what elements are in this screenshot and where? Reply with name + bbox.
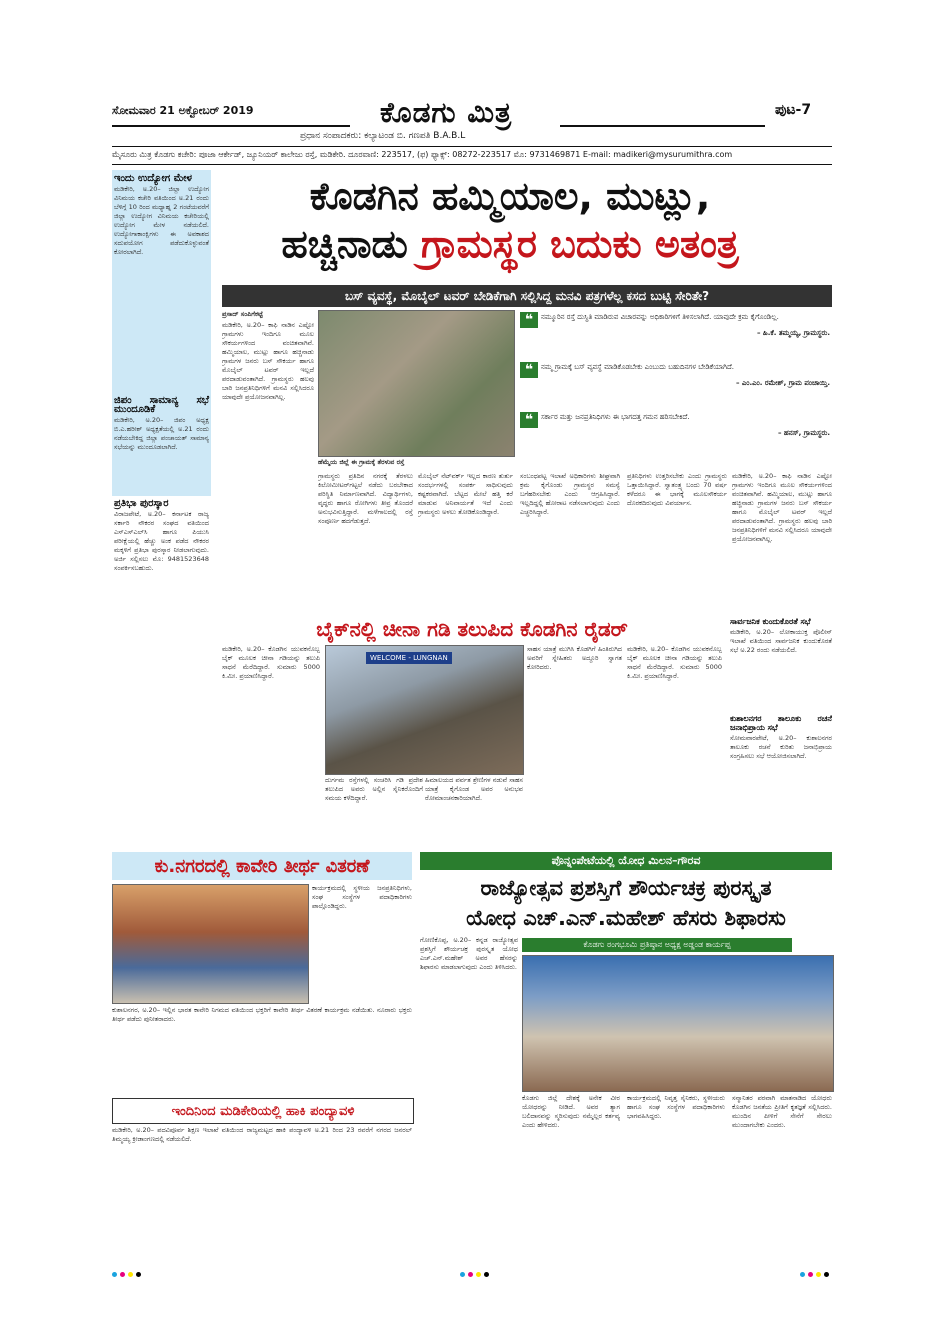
army-headline-2: ಯೋಧ ಎಚ್.ಎನ್.ಮಹೇಶ್ ಹೆಸರು ಶಿಫಾರಸು bbox=[466, 906, 786, 930]
award-body: ವಿರಾಜಪೇಟೆ, ಅ.20– ಕರ್ನಾಟಕ ರಾಜ್ಯ ಸರ್ಕಾರಿ ನೌಕರರ ಸಂಘದ ವತಿಯಿಂದ ಎಸ್ಎಸ್ಎಲ್‌ಸಿ ಹಾಗೂ ಪಿಯುಸಿ ಪರೀಕ್ಷೆಯಲ್ಲಿ ಹೆಚ್ಚು ಅಂಕ ಪಡೆದ ನೌಕರರ ಮಕ್ಕಳಿಗೆ ಪ್ರತಿಭಾ ಪುರಸ್ಕಾರ ನೀಡಲಾಗುವುದು. ಅರ್ಜಿ ಸಲ್ಲಿಸಲು ಮೊ: 9481523648 ಸಂಪರ್ಕಿಸಬಹುದು. bbox=[114, 510, 209, 572]
lead-byline: ಪ್ರಸಾದ್ ಸಂಪಿಗೆಕಟ್ಟೆ bbox=[222, 310, 263, 318]
quote-2-by: – ಎಂ.ಎಂ. ರಮೇಶ್, ಗ್ರಾಮ ಪಂಚಾಯ್ತಿ. bbox=[735, 379, 830, 387]
brief-2 bbox=[730, 712, 832, 824]
brief-2-body: ಸೋಮವಾರಪೇಟೆ, ಅ.20– ಕುಶಾಲನಗರ ತಾಲೂಕು ರಚನೆ ಕುರಿತು ಜನಾಭಿಪ್ರಾಯ ಸಂಗ್ರಹಿಸಲು ಸಭೆ ಆಯೋಜಿಸಲಾಗಿದೆ. bbox=[730, 734, 832, 760]
meeting-title: ಜಿಪಂ ಸಾಮಾನ್ಯ ಸಭೆ ಮುಂದೂಡಿಕೆ bbox=[114, 395, 209, 415]
lead-headline bbox=[185, 172, 835, 268]
infobar-rule bbox=[112, 164, 832, 165]
rider-photo bbox=[325, 645, 524, 775]
lead-headline-line2 bbox=[185, 220, 835, 268]
rider-photo-sign: WELCOME - LUNGNAN bbox=[366, 652, 452, 664]
hockey-body: ಮಡಿಕೇರಿ, ಅ.20– ಪದವಿಪೂರ್ವ ಶಿಕ್ಷಣ ಇಲಾಖೆ ವತಿಯಿಂದ ರಾಜ್ಯಮಟ್ಟದ ಹಾಕಿ ಪಂದ್ಯಾವಳಿ ಅ.21 ರಿಂದ 23 ರವರೆಗೆ ನಗರದ ಜನರಲ್ ತಿಮ್ಮಯ್ಯ ಕ್ರೀಡಾಂಗಣದಲ್ಲಿ ನಡೆಯಲಿದೆ. bbox=[112, 1126, 412, 1143]
award-title: ಪ್ರತಿಭಾ ಪುರಸ್ಕಾರ bbox=[114, 498, 169, 509]
rider-headline: ಬೈಕ್‌ನಲ್ಲಿ ಚೀನಾ ಗಡಿ ತಲುಪಿದ ಕೊಡಗಿನ ರೈಡರ್ bbox=[222, 615, 722, 643]
lead-subhead: ಬಸ್ ವ್ಯವಸ್ಥೆ, ಮೊಬೈಲ್ ಟವರ್ ಬೇಡಿಕೆಗಾಗಿ ಸಲ್ಲಿಸಿದ್ದ ಮನವಿ ಪತ್ರಗಳೆಲ್ಲ ಕಸದ ಬುಟ್ಟಿ ಸೇರಿತೇ? bbox=[222, 285, 832, 307]
brief-1-title: ಸಾರ್ವಜನಿಕ ಕುಂದುಕೊರತೆ ಸಭೆ bbox=[730, 617, 811, 626]
registration-marks-center bbox=[460, 1262, 492, 1281]
lead-col-b: ಮೊಬೈಲ್ ನೆಟ್‌ವರ್ಕ್ ಇಲ್ಲದ ಕಾರಣ ತುರ್ತು ಸಂದರ್ಭಗಳಲ್ಲಿ ಸಂಪರ್ಕ ಸಾಧಿಸುವುದು ಕಷ್ಟಕರವಾಗಿದೆ. ಬೆಟ್ಟದ ಮೇಲೆ ಹತ್ತಿ ಕರೆ ಮಾಡುವ ಅನಿವಾರ್ಯತೆ ಇದೆ ಎಂದು ಗ್ರಾಮಸ್ಥರು ಅಳಲು ತೋಡಿಕೊಂಡಿದ್ದಾರೆ. bbox=[418, 472, 513, 516]
army-headline-1: ರಾಜ್ಯೋತ್ಸವ ಪ್ರಶಸ್ತಿಗೆ ಶೌರ್ಯಚಕ್ರ ಪುರಸ್ಕೃತ bbox=[480, 876, 772, 900]
lead-body: ಮಡಿಕೇರಿ, ಅ.20– ಕಾಫಿ ನಾಡಿನ ಎಷ್ಟೋ ಗ್ರಾಮಗಳು ಇಂದಿಗೂ ಮೂಲ ಸೌಕರ್ಯಗಳಿಂದ ವಂಚಿತವಾಗಿವೆ. ಹಮ್ಮಿಯಾಲ, ಮುಟ್ಲು ಹಾಗೂ ಹಚ್ಚಿನಾಡು ಗ್ರಾಮಗಳ ಜನರು ಬಸ್ ಸೌಕರ್ಯ ಹಾಗೂ ಮೊಬೈಲ್ ಟವರ್ ಇಲ್ಲದೆ ಪರದಾಡುವಂತಾಗಿದೆ. ಗ್ರಾಮಸ್ಥರು ಹಲವು ಬಾರಿ ಜನಪ್ರತಿನಿಧಿಗಳಿಗೆ ಮನವಿ ಸಲ್ಲಿಸಿದರೂ ಯಾವುದೇ ಪ್ರಯೋಜನವಾಗಿಲ್ಲ. bbox=[222, 321, 314, 401]
quote-1-text: ನಮ್ಮೂರಿನ ರಸ್ತೆ ದುಸ್ಥಿತಿ ಮಾಡಿರುವ ವಿಚಾರವನ್ನು ಅಧಿಕಾರಿಗಳಿಗೆ ತಿಳಿಸಲಾಗಿದೆ. ಯಾವುದೇ ಕ್ರಮ ಕೈಗೊಂಡಿಲ್ಲ. bbox=[541, 313, 779, 321]
rider-body-4: ಸಾಹಸ ಯಾತ್ರೆ ಮುಗಿಸಿ ಕೊಡಗಿಗೆ ಹಿಂತಿರುಗಿದ ಅವರಿಗೆ ಸ್ನೇಹಿತರು ಅದ್ದೂರಿ ಸ್ವಾಗತ ಕೋರಿದರು. bbox=[527, 645, 622, 671]
road-photo-caption: ಹೆಮ್ಮೆಯ ಜಿಲ್ಲೆ ಈ ಗ್ರಾಮಕ್ಕೆ ತೆರಳುವ ರಸ್ತೆ bbox=[318, 458, 405, 466]
lead-col-e: ಮಡಿಕೇರಿ, ಅ.20– ಕಾಫಿ ನಾಡಿನ ಎಷ್ಟೋ ಗ್ರಾಮಗಳು ಇಂದಿಗೂ ಮೂಲ ಸೌಕರ್ಯಗಳಿಂದ ವಂಚಿತವಾಗಿವೆ. ಹಮ್ಮಿಯಾಲ, ಮುಟ್ಲು ಹಾಗೂ ಹಚ್ಚಿನಾಡು ಗ್ರಾಮಗಳ ಜನರು ಬಸ್ ಸೌಕರ್ಯ ಹಾಗೂ ಮೊಬೈಲ್ ಟವರ್ ಇಲ್ಲದೆ ಪರದಾಡುವಂತಾಗಿದೆ. ಗ್ರಾಮಸ್ಥರು ಹಲವು ಬಾರಿ ಜನಪ್ರತಿನಿಧಿಗಳಿಗೆ ಮನವಿ ಸಲ್ಲಿಸಿದರೂ ಯಾವುದೇ ಪ್ರಯೋಜನವಾಗಿಲ್ಲ. bbox=[732, 472, 832, 543]
masthead-rule-bottom bbox=[112, 146, 832, 147]
quote-1 bbox=[520, 312, 830, 357]
army-body-3: ಕಾರ್ಯಕ್ರಮದಲ್ಲಿ ನಿವೃತ್ತ ಸೈನಿಕರು, ಸ್ಥಳೀಯರು ಹಾಗೂ ಸಂಘ ಸಂಸ್ಥೆಗಳ ಪದಾಧಿಕಾರಿಗಳು ಭಾಗವಹಿಸಿದ್ದರು. bbox=[627, 1094, 725, 1120]
cauvery-headline: ಕು.ನಗರದಲ್ಲಿ ಕಾವೇರಿ ತೀರ್ಥ ವಿತರಣೆ bbox=[112, 852, 412, 880]
quote-2-text: ನಮ್ಮ ಗ್ರಾಮಕ್ಕೆ ಬಸ್ ವ್ಯವಸ್ಥೆ ಮಾಡಿಕೊಡಬೇಕು ಎಂಬುದು ಬಹುದಿನಗಳ ಬೇಡಿಕೆಯಾಗಿದೆ. bbox=[541, 363, 734, 371]
quote-3-by: – ಹನಸ್, ಗ್ರಾಮಸ್ಥರು. bbox=[778, 429, 830, 437]
meeting-body: ಮಡಿಕೇರಿ, ಅ.20– ಜಿಪಂ ಅಧ್ಯಕ್ಷ ಬಿ.ಎ.ಹರೀಶ್ ಅಧ್ಯಕ್ಷತೆಯಲ್ಲಿ ಅ.21 ರಂದು ನಡೆಯಬೇಕಿದ್ದ ಜಿಲ್ಲಾ ಪಂಚಾಯತ್ ಸಾಮಾನ್ಯ ಸಭೆಯನ್ನು ಮುಂದೂಡಲಾಗಿದೆ. bbox=[114, 416, 209, 451]
road-photo bbox=[318, 310, 515, 457]
quote-mark-icon: ❝ bbox=[520, 412, 538, 428]
masthead-rule-left bbox=[112, 125, 350, 127]
lead-col-c: ಸಂಬಂಧಪಟ್ಟ ಇಲಾಖೆ ಅಧಿಕಾರಿಗಳು ಶೀಘ್ರವಾಗಿ ಕ್ರಮ ಕೈಗೊಂಡು ಗ್ರಾಮಸ್ಥರ ಸಮಸ್ಯೆ ಬಗೆಹರಿಸಬೇಕು ಎಂದು ಆಗ್ರಹಿಸಿದ್ದಾರೆ. ಇಲ್ಲದಿದ್ದಲ್ಲಿ ಹೋರಾಟ ನಡೆಸಲಾಗುವುದು ಎಂದು ಎಚ್ಚರಿಸಿದ್ದಾರೆ. bbox=[520, 472, 620, 516]
army-body-4: ಸನ್ಮಾನಿತರ ಪರವಾಗಿ ಮಾತನಾಡಿದ ಯೋಧರು ಕೊಡಗಿನ ಜನತೆಯ ಪ್ರೀತಿಗೆ ಕೃತಜ್ಞತೆ ಸಲ್ಲಿಸಿದರು. ಮುಂದಿನ ಪೀಳಿಗೆ ಸೇನೆಗೆ ಸೇರಲು ಮುಂದಾಗಬೇಕು ಎಂದರು. bbox=[732, 1094, 832, 1129]
quote-1-by: – ಹಿ.ಕೆ. ತಮ್ಮಯ್ಯ, ಗ್ರಾಮಸ್ಥರು. bbox=[756, 329, 830, 337]
brief-1-body: ಮಡಿಕೇರಿ, ಅ.20– ಲೋಕಾಯುಕ್ತ ಪೊಲೀಸ್ ಇಲಾಖೆ ವತಿಯಿಂದ ಸಾರ್ವಜನಿಕ ಕುಂದುಕೊರತೆ ಸಭೆ ಅ.22 ರಂದು ನಡೆಯಲಿದೆ. bbox=[730, 628, 832, 654]
brief-1 bbox=[730, 615, 832, 710]
masthead-rule-right bbox=[560, 125, 765, 127]
contact-bar: ಮೈಸೂರು ಮಿತ್ರ ಕೊಡಗು ಕಚೇರಿ: ಪೂಜಾ ಆರ್ಕೇಡ್, ಜ್ಯೂನಿಯರ್ ಕಾಲೇಜು ರಸ್ತೆ, ಮಡಿಕೇರಿ. ದೂರವಾಣಿ: 223517, (ಫ) ಫ್ಯಾಕ್ಸ್: 08272-223517 ಮೊ: 9731469871 E-mail: madikeri@mysurumithra.com bbox=[112, 150, 733, 159]
quote-2 bbox=[520, 362, 830, 407]
army-photo-label: ಕೊಡಗು ರಂಗಭೂಮಿ ಪ್ರತಿಷ್ಠಾನ ಅಧ್ಯಕ್ಷ ಅಡ್ಡಂಡ ಕಾರ್ಯಪ್ಪ bbox=[522, 938, 792, 952]
army-photo bbox=[522, 955, 834, 1092]
meeting-box bbox=[112, 392, 211, 496]
lead-col-a: ಗ್ರಾಮಸ್ಥರು ಪ್ರತಿದಿನ ನಗರಕ್ಕೆ ತೆರಳಲು ಕಿಲೋಮೀಟರ್‌ಗಟ್ಟಲೆ ನಡೆದು ಬರಬೇಕಾದ ಪರಿಸ್ಥಿತಿ ನಿರ್ಮಾಣವಾಗಿದೆ. ವಿದ್ಯಾರ್ಥಿಗಳು, ವೃದ್ಧರು ಹಾಗೂ ರೋಗಿಗಳು ತೀವ್ರ ತೊಂದರೆ ಅನುಭವಿಸುತ್ತಿದ್ದಾರೆ. ಮಳೆಗಾಲದಲ್ಲಿ ರಸ್ತೆ ಸಂಪೂರ್ಣ ಹದಗೆಡುತ್ತದೆ. bbox=[318, 472, 413, 525]
page-number: ಪುಟ-7 bbox=[775, 102, 812, 118]
army-label: ಪೊನ್ನಂಪೇಟೆಯಲ್ಲಿ ಯೋಧ ಮಿಲನ–ಗೌರವ bbox=[420, 852, 832, 870]
hockey-headline: ಇಂದಿನಿಂದ ಮಡಿಕೇರಿಯಲ್ಲಿ ಹಾಕಿ ಪಂದ್ಯಾವಳಿ bbox=[112, 1098, 414, 1124]
newspaper-title: ಕೊಡಗು ಮಿತ್ರ bbox=[380, 96, 513, 129]
award-box bbox=[112, 495, 211, 839]
cauvery-photo bbox=[112, 884, 309, 1004]
lead-headline-black: ಹಚ್ಚಿನಾಡು bbox=[281, 222, 422, 266]
lead-col-d: ಪ್ರತಿನಿಧಿಗಳು ಉತ್ತರಿಸಬೇಕು ಎಂದು ಗ್ರಾಮಸ್ಥರು ಒತ್ತಾಯಿಸಿದ್ದಾರೆ. ಸ್ವಾತಂತ್ರ್ಯ ಬಂದು 70 ವರ್ಷ ಕಳೆದರೂ ಈ ಭಾಗಕ್ಕೆ ಮೂಲಸೌಕರ್ಯ ದೊರಕದಿರುವುದು ವಿಪರ್ಯಾಸ. bbox=[627, 472, 727, 507]
quote-3-text: ಸರ್ಕಾರ ಮತ್ತು ಜನಪ್ರತಿನಿಧಿಗಳು ಈ ಭಾಗದತ್ತ ಗಮನ ಹರಿಸಬೇಕಿದೆ. bbox=[541, 413, 690, 421]
rider-body-1: ಮಡಿಕೇರಿ, ಅ.20– ಕೊಡಗಿನ ಯುವಕನೊಬ್ಬ ಬೈಕ್ ಮೂಲಕ ಚೀನಾ ಗಡಿಯನ್ನು ತಲುಪಿ ಸಾಧನೆ ಮೆರೆದಿದ್ದಾರೆ. ಸುಮಾರು 5000 ಕಿ.ಮೀ. ಪ್ರಯಾಣಿಸಿದ್ದಾರೆ. bbox=[222, 645, 320, 680]
army-body-2: ಕೊಡಗು ಜಿಲ್ಲೆ ದೇಶಕ್ಕೆ ಅನೇಕ ವೀರ ಯೋಧರನ್ನು ನೀಡಿದೆ. ಅವರ ತ್ಯಾಗ ಬಲಿದಾನವನ್ನು ಸ್ಮರಿಸುವುದು ನಮ್ಮೆಲ್ಲರ ಕರ್ತವ್ಯ ಎಂದು ಹೇಳಿದರು. bbox=[522, 1094, 620, 1129]
quote-3 bbox=[520, 412, 830, 467]
lead-headline-line1: ಕೊಡಗಿನ ಹಮ್ಮಿಯಾಲ, ಮುಟ್ಲು, bbox=[309, 174, 711, 218]
job-fair-title: ಇಂದು ಉದ್ಯೋಗ ಮೇಳ bbox=[114, 173, 192, 184]
rider-body-2: ದುರ್ಗಮ ರಸ್ತೆಗಳಲ್ಲಿ ಸಂಚರಿಸಿ ಗಡಿ ಪ್ರದೇಶ ತಲುಪಿದ ಅವರು ಅಲ್ಲಿನ ಸೈನಿಕರೊಂದಿಗೆ ಸಮಯ ಕಳೆದಿದ್ದಾರೆ. bbox=[325, 776, 423, 802]
rider-body-5: ಮಡಿಕೇರಿ, ಅ.20– ಕೊಡಗಿನ ಯುವಕನೊಬ್ಬ ಬೈಕ್ ಮೂಲಕ ಚೀನಾ ಗಡಿಯನ್ನು ತಲುಪಿ ಸಾಧನೆ ಮೆರೆದಿದ್ದಾರೆ. ಸುಮಾರು 5000 ಕಿ.ಮೀ. ಪ್ರಯಾಣಿಸಿದ್ದಾರೆ. bbox=[627, 645, 722, 680]
brief-2-title: ಕುಶಾಲನಗರ ತಾಲೂಕು ರಚನೆ ಜನಾಭಿಪ್ರಾಯ ಸಭೆ bbox=[730, 714, 832, 732]
lead-body-col bbox=[222, 310, 314, 610]
editor-line: ಪ್ರಧಾನ ಸಂಪಾದಕರು: ಕಲ್ಯಾಟಂಡ ಬಿ. ಗಣಪತಿ B.A.B.L bbox=[300, 131, 466, 141]
quote-mark-icon: ❝ bbox=[520, 362, 538, 378]
job-fair-body: ಮಡಿಕೇರಿ, ಅ.20– ಜಿಲ್ಲಾ ಉದ್ಯೋಗ ವಿನಿಮಯ ಕಚೇರಿ ವತಿಯಿಂದ ಅ.21 ರಂದು ಬೆಳಿಗ್ಗೆ 10 ರಿಂದ ಮಧ್ಯಾಹ್ನ 2 ಗಂಟೆಯವರೆಗೆ ಜಿಲ್ಲಾ ಉದ್ಯೋಗ ವಿನಿಮಯ ಕಚೇರಿಯಲ್ಲಿ ಉದ್ಯೋಗ ಮೇಳ ನಡೆಯಲಿದೆ. ಉದ್ಯೋಗಾಕಾಂಕ್ಷಿಗಳು ಈ ಅವಕಾಶದ ಸದುಪಯೋಗ ಪಡೆದುಕೊಳ್ಳುವಂತೆ ಕೋರಲಾಗಿದೆ. bbox=[114, 185, 209, 256]
rider-body-3: ಹಿಮಾಲಯದ ಪರ್ವತ ಶ್ರೇಣಿಗಳ ನಡುವೆ ಸಾಹಸ ಯಾತ್ರೆ ಕೈಗೊಂಡ ಅವರ ಅನುಭವ ರೋಮಾಂಚನಕಾರಿಯಾಗಿದೆ. bbox=[425, 776, 523, 802]
cauvery-body-side: ಕಾರ್ಯಕ್ರಮದಲ್ಲಿ ಸ್ಥಳೀಯ ಜನಪ್ರತಿನಿಧಿಗಳು, ಸಂಘ ಸಂಸ್ಥೆಗಳ ಪದಾಧಿಕಾರಿಗಳು ಪಾಲ್ಗೊಂಡಿದ್ದರು. bbox=[312, 884, 412, 910]
lead-headline-red: ಗ್ರಾಮಸ್ಥರ ಬದುಕು ಅತಂತ್ರ bbox=[421, 222, 739, 266]
army-body-1: ಗೋಣಿಕೊಪ್ಪ, ಅ.20– ಕನ್ನಡ ರಾಜ್ಯೋತ್ಸವ ಪ್ರಶಸ್ತಿಗೆ ಶೌರ್ಯಚಕ್ರ ಪುರಸ್ಕೃತ ಯೋಧ ಎಚ್.ಎನ್.ಮಹೇಶ್ ಅವರ ಹೆಸರನ್ನು ಶಿಫಾರಸು ಮಾಡಲಾಗುವುದು ಎಂದು ತಿಳಿಸಿದರು. bbox=[420, 936, 518, 971]
registration-marks-right bbox=[800, 1262, 832, 1281]
registration-marks-left bbox=[112, 1262, 144, 1281]
issue-date: ಸೋಮವಾರ 21 ಅಕ್ಟೋಬರ್ 2019 bbox=[112, 104, 254, 117]
cauvery-body: ಕುಶಾಲನಗರ, ಅ.20– ಇಲ್ಲಿನ ಭಾರತ ಕಾವೇರಿ ನಿಗಮದ ವತಿಯಿಂದ ಭಕ್ತರಿಗೆ ಕಾವೇರಿ ತೀರ್ಥ ವಿತರಣೆ ಕಾರ್ಯಕ್ರಮ ನಡೆಯಿತು. ನೂರಾರು ಭಕ್ತರು ತೀರ್ಥ ಪಡೆದು ಪುನೀತರಾದರು. bbox=[112, 1006, 412, 1023]
quote-mark-icon: ❝ bbox=[520, 312, 538, 328]
